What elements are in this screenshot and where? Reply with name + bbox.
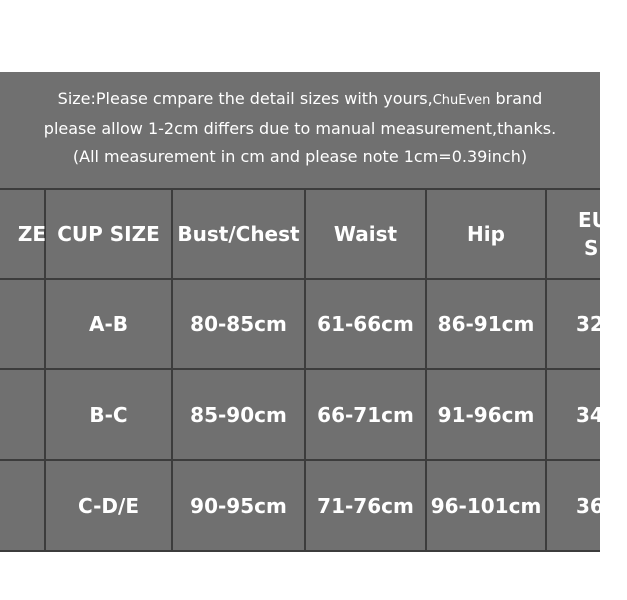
notice-line-2: please allow 1-2cm differs due to manual measurement,thanks.: [43, 119, 557, 138]
size-chart: [0, 72, 608, 552]
header-bust-chest: Bust/Chest: [177, 222, 300, 246]
table-bottom-border: [0, 550, 600, 552]
row-2-bust: 85-90cm: [190, 402, 287, 427]
row-3-hip: 96-101cm: [430, 493, 542, 518]
row-1-bust: 80-85cm: [190, 312, 287, 336]
notice-line-3: (All measurement in cm and please note 1cm=0.39inch): [72, 147, 528, 166]
row-2-waist: 66-71cm: [317, 402, 414, 427]
header-eu-label-top: EU: [578, 208, 608, 232]
header-cup-size: CUP SIZE: [57, 222, 160, 246]
row-3-cup: C-D/E: [77, 493, 139, 518]
notice-line-1-suffix: brand: [490, 89, 543, 108]
header-eu-size: [547, 190, 627, 278]
row-3-waist: 71-76cm: [317, 493, 414, 518]
row-2-eu: 34: [576, 402, 604, 427]
notice-line-1-text: Size:Please cmpare the detail sizes with yours,: [57, 89, 433, 108]
brand-name: ChuEven: [432, 93, 491, 108]
header-size: [0, 190, 44, 278]
row-3-eu: 36: [576, 493, 604, 518]
row-2-hip: 91-96cm: [437, 402, 535, 427]
row-2-cup: B-C: [89, 402, 128, 427]
header-waist: Waist: [333, 222, 398, 246]
header-eu-label-bottom: S: [584, 236, 599, 260]
size-table: [0, 72, 608, 552]
header-hip: Hip: [467, 222, 505, 246]
row-3-bust: 90-95cm: [190, 493, 287, 518]
row-1-eu: 32: [576, 312, 604, 336]
row-1-waist: 61-66cm: [317, 312, 414, 336]
header-size-label: ZE: [17, 222, 46, 246]
row-1-cup: A-B: [88, 312, 129, 336]
row-1-hip: 86-91cm: [437, 312, 535, 336]
